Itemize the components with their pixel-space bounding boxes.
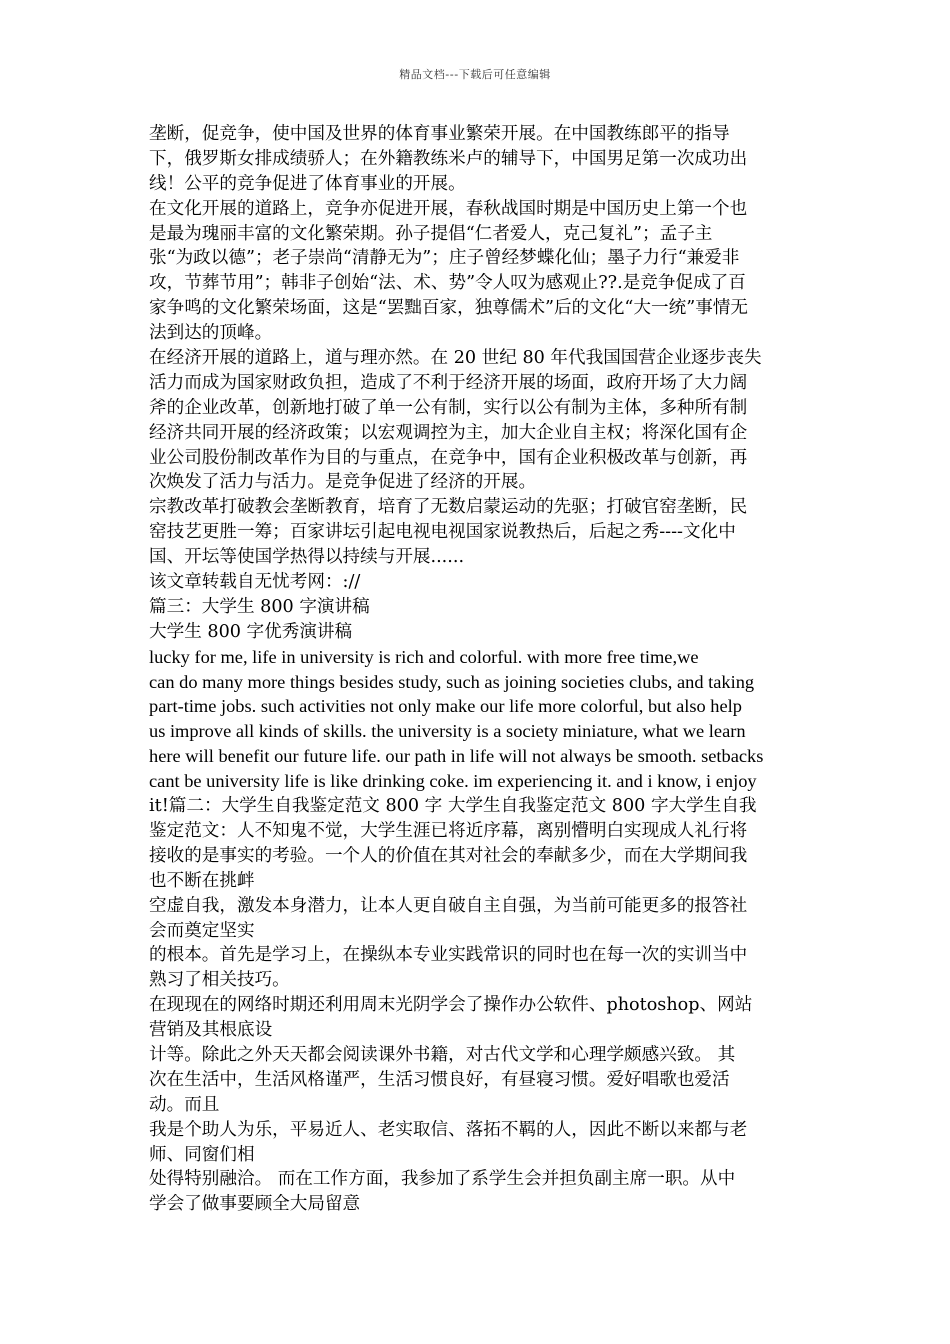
text-line: 攻，节葬节用”；韩非子创始“法、术、势”令人叹为感观止??.是竞争促成了百 bbox=[149, 273, 746, 294]
text-line: 在经济开展的道路上，道与理亦然。在 20 世纪 80 年代我国国营企业逐步丧失 bbox=[149, 348, 762, 369]
text-line: 大学生 800 字优秀演讲稿 bbox=[149, 621, 353, 642]
text-line: 业公司股份制改革作为目的与重点，在竞争中，国有企业积极改革与创新，再 bbox=[149, 447, 748, 468]
text-line: 的根本。首先是学习上，在操纵本专业实践常识的同时也在每一次的实训当中 bbox=[149, 945, 748, 966]
text-line: can do many more things besides study, such as joining societies clubs, and taking bbox=[149, 671, 755, 692]
text-line: 处得特别融洽。 而在工作方面，我参加了系学生会并担负副主席一职。从中 bbox=[149, 1169, 736, 1190]
text-line: 接收的是事实的考验。一个人的价值在其对社会的奉献多少，而在大学期间我 bbox=[149, 845, 748, 866]
text-line: 法到达的顶峰。 bbox=[149, 323, 273, 344]
text-line: 斧的企业改革，创新地打破了单一公有制，实行以公有制为主体，多种所有制 bbox=[149, 397, 748, 418]
text-line: here will benefit our future life. our path in life will not always be smooth. setbacks bbox=[149, 746, 764, 767]
text-line: 宗教改革打破教会垄断教育，培育了无数启蒙运动的先驱；打破官窑垄断，民 bbox=[149, 497, 748, 518]
text-line: 次焕发了活力与活力。是竞争促进了经济的开展。 bbox=[149, 472, 537, 493]
text-line: 动。而且 bbox=[149, 1094, 220, 1115]
text-line: 我是个助人为乐，平易近人、老实取信、落拓不羁的人，因此不断以来都与老 bbox=[149, 1119, 748, 1140]
text-line: 在现现在的网络时期还利用周末光阴学会了操作办公软件、photoshop、网站 bbox=[149, 995, 753, 1016]
text-line: cant be university life is like drinking coke. im experiencing it. and i know, i enjoy bbox=[149, 771, 757, 792]
text-line: 窑技艺更胜一筹；百家讲坛引起电视电视国家说教热后，后起之秀----文化中 bbox=[149, 522, 736, 543]
text-line: 熟习了相关技巧。 bbox=[149, 970, 290, 991]
text-line: 次在生活中，生活风格谨严，生活习惯良好，有昼寝习惯。爱好唱歌也爱活 bbox=[149, 1069, 730, 1090]
text-line: part-time jobs. such activities not only make our life more colorful, but also help bbox=[149, 696, 742, 717]
text-line: 国、开坛等使国学热得以持续与开展...... bbox=[149, 547, 465, 568]
text-line: 张“为政以德”；老子崇尚“清静无为”；庄子曾经梦蝶化仙；墨子力行“兼爱非 bbox=[149, 248, 740, 269]
text-line: 计等。除此之外天天都会阅读课外书籍，对古代文学和心理学颇感兴致。 其 bbox=[149, 1044, 736, 1065]
document-body bbox=[149, 122, 805, 1217]
text-line: 篇三：大学生 800 字演讲稿 bbox=[149, 596, 370, 617]
text-line: 也不断在挑衅 bbox=[149, 870, 255, 891]
text-line: lucky for me, life in university is rich and colorful. with more free time,we bbox=[149, 646, 699, 667]
text-line: 在文化开展的道路上，竞争亦促进开展，春秋战国时期是中国历史上第一个也 bbox=[149, 198, 748, 219]
text-line: us improve all kinds of skills. the university is a society miniature, what we learn bbox=[149, 721, 746, 742]
text-line: 经济共同开展的经济政策；以宏观调控为主，加大企业自主权；将深化国有企 bbox=[149, 422, 748, 443]
text-line: 营销及其根底设 bbox=[149, 1020, 273, 1041]
text-line: 会而奠定坚实 bbox=[149, 920, 255, 941]
text-line: 垄断，促竞争，使中国及世界的体育事业繁荣开展。在中国教练郎平的指导 bbox=[149, 124, 730, 144]
text-line: 是最为瑰丽丰富的文化繁荣期。孙子提倡“仁者爱人，克己复礼”；孟子主 bbox=[149, 223, 713, 244]
text-line: 活力而成为国家财政负担，造成了不利于经济开展的场面，政府开场了大力阔 bbox=[149, 372, 748, 393]
text-line: 师、同窗们相 bbox=[149, 1144, 255, 1165]
text-line: 学会了做事要顾全大局留意 bbox=[149, 1194, 361, 1215]
text-line: 下，俄罗斯女排成绩骄人；在外籍教练米卢的辅导下，中国男足第一次成功出 bbox=[149, 148, 748, 169]
text-line: 线！公平的竞争促进了体育事业的开展。 bbox=[149, 173, 466, 194]
text-line: 该文章转载自无忧考网：:// bbox=[149, 572, 361, 593]
text-line: 鉴定范文：人不知鬼不觉，大学生涯已将近序幕，离别懵明白实现成人礼行将 bbox=[149, 820, 748, 841]
page-header: 精品文档---下载后可任意编辑 bbox=[399, 68, 551, 81]
text-line: 家争鸣的文化繁荣场面，这是“罢黜百家，独尊儒术”后的文化“大一统”事情无 bbox=[149, 298, 748, 319]
text-line: 空虚自我，激发本身潜力，让本人更自破自主自强，为当前可能更多的报答社 bbox=[149, 895, 748, 916]
text-line: it!篇二：大学生自我鉴定范文 800 字 大学生自我鉴定范文 800 字大学生自我 bbox=[149, 796, 757, 817]
